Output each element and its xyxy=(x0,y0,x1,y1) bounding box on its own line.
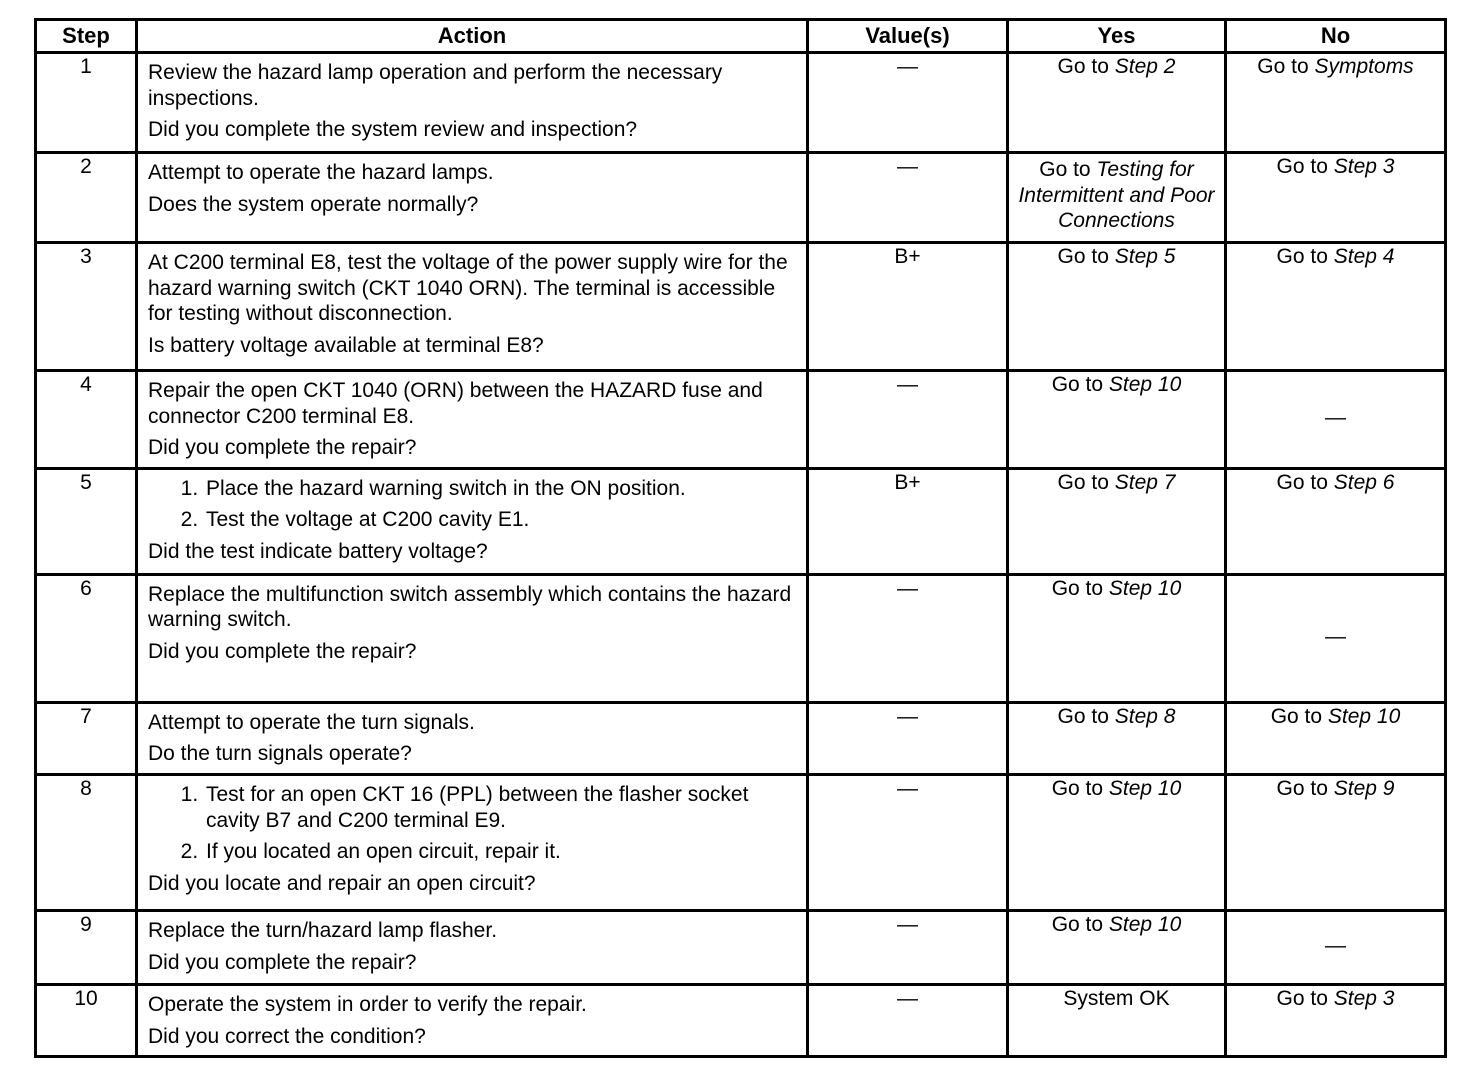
table-row xyxy=(36,702,1446,774)
yes-step-link[interactable]: Step 10 xyxy=(1108,777,1182,801)
action-cell xyxy=(137,911,808,985)
step-number: 6 xyxy=(36,574,137,702)
substep-item: 1. Test for an open CKT 16 (PPL) between the flasher socket cavity B7 and C200 terminal E9. xyxy=(204,782,796,833)
table-row xyxy=(36,243,1446,371)
no-cell xyxy=(1226,985,1446,1057)
value-cell: — xyxy=(808,574,1008,702)
no-prefix: Go to xyxy=(1276,987,1334,1011)
action-question: Did you locate and repair an open circuit? xyxy=(148,871,536,895)
no-step-link[interactable]: Step 3 xyxy=(1333,155,1395,178)
action-question: Did you correct the condition? xyxy=(148,1024,426,1048)
header-yes: Yes xyxy=(1008,20,1226,53)
yes-cell xyxy=(1008,702,1226,774)
no-step-link[interactable]: Step 3 xyxy=(1333,987,1395,1011)
action-question: Did you complete the system review and inspection? xyxy=(148,118,638,142)
action-text: Attempt to operate the hazard lamps. xyxy=(148,161,494,184)
value-cell: — xyxy=(808,153,1008,243)
yes-step-link[interactable]: Step 8 xyxy=(1114,704,1176,728)
action-text: Attempt to operate the turn signals. xyxy=(148,710,475,734)
action-question: Do the turn signals operate? xyxy=(148,742,412,766)
yes-step-link[interactable]: Step 10 xyxy=(1108,913,1182,937)
action-text: Review the hazard lamp operation and perform the necessary inspections. xyxy=(148,61,723,110)
table-row xyxy=(36,53,1446,153)
action-cell xyxy=(137,702,808,774)
action-question: Did the test indicate battery voltage? xyxy=(148,540,488,564)
step-number: 3 xyxy=(36,243,137,371)
yes-prefix: Go to xyxy=(1057,245,1115,268)
diagnostic-table xyxy=(34,18,1447,1058)
no-cell xyxy=(1226,468,1446,574)
action-question: Does the system operate normally? xyxy=(148,192,479,216)
action-text: Repair the open CKT 1040 (ORN) between the HAZARD fuse and connector C200 terminal E8. xyxy=(148,379,763,428)
value-cell: — xyxy=(808,702,1008,774)
step-number: 9 xyxy=(36,911,137,985)
header-step: Step xyxy=(36,20,137,53)
yes-prefix: Go to xyxy=(1057,55,1115,78)
yes-prefix: Go to xyxy=(1057,470,1115,494)
yes-prefix: Go to xyxy=(1051,373,1109,396)
action-cell xyxy=(137,574,808,702)
action-cell xyxy=(137,243,808,371)
action-question: Did you complete the repair? xyxy=(148,640,417,664)
no-cell xyxy=(1226,243,1446,371)
step-number: 1 xyxy=(36,53,137,153)
no-cell xyxy=(1226,702,1446,774)
substep-item: 2. If you located an open circuit, repair it. xyxy=(204,839,796,865)
yes-cell xyxy=(1008,775,1226,911)
action-question: Is battery voltage available at terminal E8? xyxy=(148,333,544,357)
yes-cell xyxy=(1008,243,1226,371)
no-step-link[interactable]: Step 6 xyxy=(1333,470,1395,494)
action-question: Did you complete the repair? xyxy=(148,950,417,974)
yes-prefix: Go to xyxy=(1057,704,1115,728)
value-cell: — xyxy=(808,775,1008,911)
no-cell: — xyxy=(1226,371,1446,469)
action-cell xyxy=(137,775,808,911)
yes-step-link[interactable]: Step 7 xyxy=(1114,470,1176,494)
value-cell: B+ xyxy=(808,243,1008,371)
step-number: 4 xyxy=(36,371,137,469)
header-values: Value(s) xyxy=(808,20,1008,53)
yes-step-link[interactable]: Step 2 xyxy=(1114,55,1176,78)
table-row xyxy=(36,153,1446,243)
action-text: Replace the turn/hazard lamp flasher. xyxy=(148,919,498,943)
substep-item: 1. Place the hazard warning switch in the ON position. xyxy=(204,476,796,502)
no-step-link[interactable]: Step 10 xyxy=(1327,704,1401,728)
value-cell: — xyxy=(808,53,1008,153)
no-cell: — xyxy=(1226,574,1446,702)
no-prefix: Go to xyxy=(1257,55,1315,78)
action-cell xyxy=(137,153,808,243)
yes-prefix: Go to xyxy=(1051,777,1109,801)
table-row xyxy=(36,574,1446,702)
action-cell xyxy=(137,468,808,574)
no-prefix: Go to xyxy=(1270,704,1328,728)
no-step-link[interactable]: Step 9 xyxy=(1333,777,1395,801)
no-cell: — xyxy=(1226,911,1446,985)
no-prefix: Go to xyxy=(1276,777,1334,801)
yes-prefix: Go to xyxy=(1051,913,1109,937)
value-cell: — xyxy=(808,911,1008,985)
yes-cell xyxy=(1008,574,1226,702)
yes-step-link[interactable]: Testing for Intermittent and Poor Connections xyxy=(1018,158,1215,233)
header-action: Action xyxy=(137,20,808,53)
substep-list xyxy=(148,476,796,533)
yes-cell: System OK xyxy=(1008,985,1226,1057)
yes-cell xyxy=(1008,911,1226,985)
value-cell: — xyxy=(808,371,1008,469)
table-row xyxy=(36,911,1446,985)
no-prefix: Go to xyxy=(1276,155,1334,178)
action-text: Replace the multifunction switch assembly which contains the hazard warning switch. xyxy=(148,582,792,632)
no-cell xyxy=(1226,153,1446,243)
no-step-link[interactable]: Step 4 xyxy=(1333,245,1395,268)
yes-cell xyxy=(1008,468,1226,574)
no-step-link[interactable]: Symptoms xyxy=(1314,55,1414,78)
no-cell xyxy=(1226,775,1446,911)
yes-step-link[interactable]: Step 5 xyxy=(1114,245,1176,268)
no-prefix: Go to xyxy=(1276,245,1334,268)
table-row xyxy=(36,371,1446,469)
table-row xyxy=(36,775,1446,911)
substep-item: 2. Test the voltage at C200 cavity E1. xyxy=(204,507,796,533)
header-no: No xyxy=(1226,20,1446,53)
action-question: Did you complete the repair? xyxy=(148,436,417,460)
substep-list xyxy=(148,782,796,865)
yes-step-link[interactable]: Step 10 xyxy=(1108,576,1182,600)
step-number: 8 xyxy=(36,775,137,911)
value-cell: B+ xyxy=(808,468,1008,574)
no-prefix: Go to xyxy=(1276,470,1334,494)
step-number: 5 xyxy=(36,468,137,574)
yes-prefix: Go to xyxy=(1039,158,1097,182)
table-row xyxy=(36,985,1446,1057)
yes-cell xyxy=(1008,153,1226,243)
yes-cell xyxy=(1008,53,1226,153)
step-number: 7 xyxy=(36,702,137,774)
table-row xyxy=(36,468,1446,574)
step-number: 10 xyxy=(36,985,137,1057)
yes-prefix: Go to xyxy=(1051,576,1109,600)
header-row xyxy=(36,20,1446,53)
action-text: Operate the system in order to verify the repair. xyxy=(148,993,587,1017)
step-number: 2 xyxy=(36,153,137,243)
action-cell xyxy=(137,371,808,469)
value-cell: — xyxy=(808,985,1008,1057)
action-text: At C200 terminal E8, test the voltage of the power supply wire for the hazard warning switch (CKT 1040 ORN). The terminal is accessible for testing without disconnection. xyxy=(148,251,788,326)
no-cell xyxy=(1226,53,1446,153)
yes-step-link[interactable]: Step 10 xyxy=(1108,373,1182,396)
action-cell xyxy=(137,53,808,153)
action-cell xyxy=(137,985,808,1057)
yes-cell xyxy=(1008,371,1226,469)
